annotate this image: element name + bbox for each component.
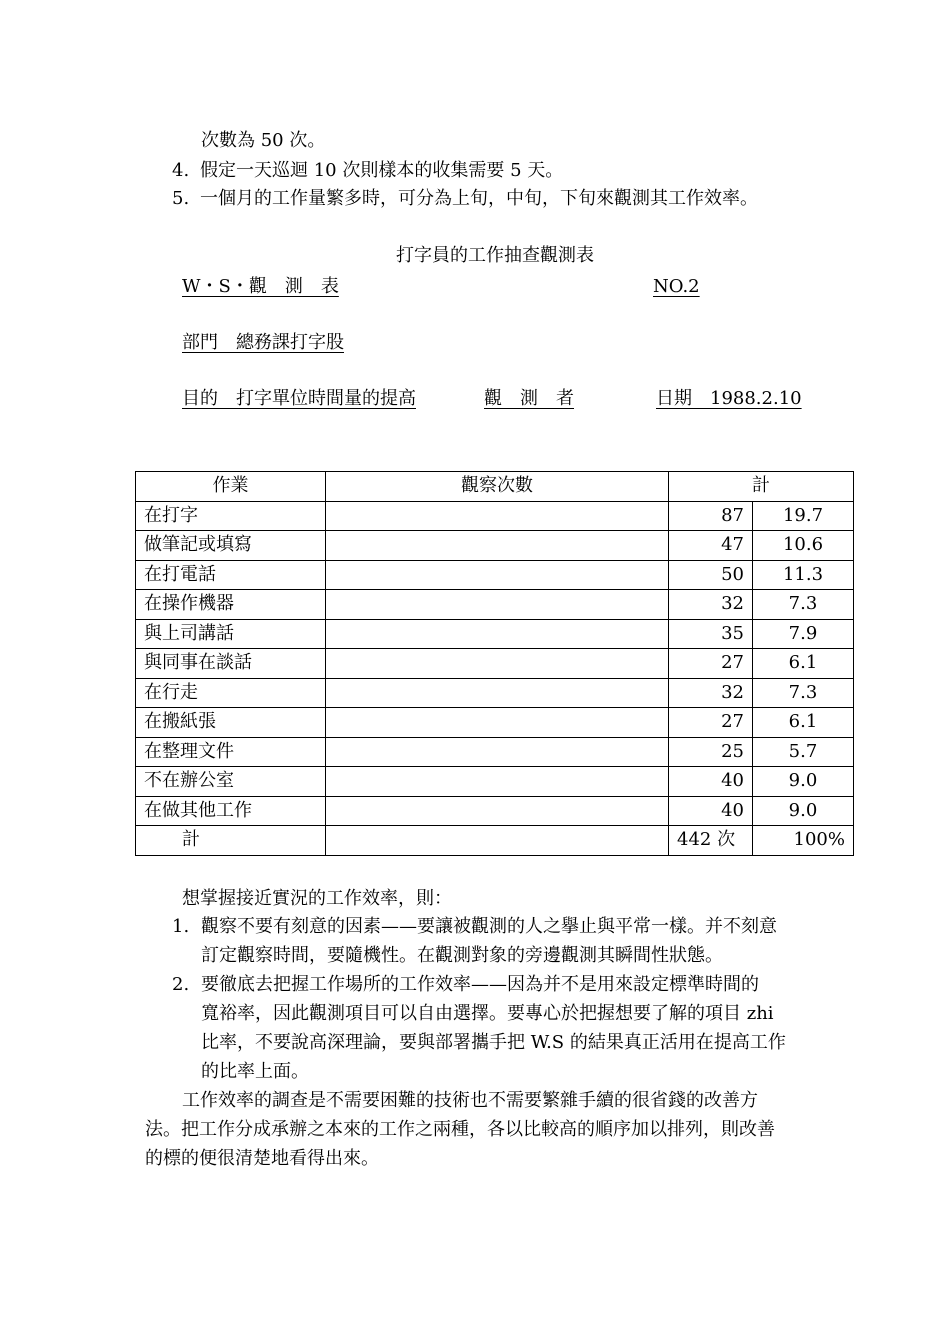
cell-percent: 7.3 bbox=[753, 590, 854, 620]
observation-table bbox=[135, 471, 854, 856]
header-observations: 觀察次數 bbox=[326, 472, 669, 502]
cell-task: 與上司講話 bbox=[136, 619, 326, 649]
cell-observations bbox=[326, 501, 669, 531]
cell-percent: 6.1 bbox=[753, 649, 854, 679]
cell-task: 在搬紙張 bbox=[136, 708, 326, 738]
cell-percent: 7.3 bbox=[753, 678, 854, 708]
department-label: 部門 總務課打字股 bbox=[182, 332, 344, 353]
list-text: 觀察不要有刻意的因素——要讓被觀測的人之擧止與平常一樣。并不刻意 bbox=[201, 916, 777, 937]
cell-observations bbox=[326, 737, 669, 767]
body-lead: 想掌握接近實況的工作效率，則： bbox=[182, 888, 452, 909]
table-header-row bbox=[136, 472, 854, 502]
cell-percent: 9.0 bbox=[753, 796, 854, 826]
date-label: 日期 1988.2.10 bbox=[656, 388, 802, 409]
cell-percent: 11.3 bbox=[753, 560, 854, 590]
table-row bbox=[136, 590, 854, 620]
list-text: 比率，不要說高深理論，要與部署攜手把 W.S 的結果真正活用在提高工作 bbox=[201, 1032, 786, 1053]
table-row bbox=[136, 796, 854, 826]
cell-task: 與同事在談話 bbox=[136, 649, 326, 679]
cell-task: 不在辦公室 bbox=[136, 767, 326, 797]
cell-count: 32 bbox=[669, 590, 753, 620]
table-row bbox=[136, 560, 854, 590]
list-number: 5. bbox=[172, 188, 190, 209]
cell-task: 在打字 bbox=[136, 501, 326, 531]
ws-label: W・S・觀 測 表 bbox=[182, 276, 339, 297]
cell-observations bbox=[326, 560, 669, 590]
paragraph-line: 法。把工作分成承辦之本來的工作之兩種，各以比較高的順序加以排列，則改善 bbox=[145, 1119, 775, 1140]
list-text: 要徹底去把握工作場所的工作效率——因為并不是用來設定標準時間的 bbox=[201, 974, 759, 995]
list-text: 寬裕率，因此觀測項目可以自由選擇。要專心於把握想要了解的項目 zhi bbox=[201, 1003, 774, 1024]
cell-count: 27 bbox=[669, 708, 753, 738]
paragraph-line: 的標的便很清楚地看得出來。 bbox=[145, 1148, 379, 1169]
cell-observations bbox=[326, 767, 669, 797]
table-row bbox=[136, 531, 854, 561]
paragraph-line: 工作效率的調查是不需要困難的技術也不需要繁雜手續的很省錢的改善方 bbox=[182, 1090, 758, 1111]
cell-task: 在行走 bbox=[136, 678, 326, 708]
table-total-row bbox=[136, 826, 854, 856]
cell-count: 27 bbox=[669, 649, 753, 679]
form-title: 打字員的工作抽查觀測表 bbox=[396, 245, 594, 266]
form-number: NO.2 bbox=[653, 276, 700, 297]
table-row bbox=[136, 737, 854, 767]
table-row bbox=[136, 501, 854, 531]
cell-observations bbox=[326, 708, 669, 738]
cell-count: 32 bbox=[669, 678, 753, 708]
table-row bbox=[136, 678, 854, 708]
total-percent: 100% bbox=[753, 826, 854, 856]
cell-observations bbox=[326, 619, 669, 649]
cell-observations bbox=[326, 649, 669, 679]
cell-count: 40 bbox=[669, 767, 753, 797]
total-label: 計 bbox=[136, 826, 326, 856]
list-number: 4. bbox=[172, 160, 190, 181]
list-item bbox=[172, 184, 758, 214]
cell-percent: 19.7 bbox=[753, 501, 854, 531]
cell-percent: 6.1 bbox=[753, 708, 854, 738]
cell-observations bbox=[326, 796, 669, 826]
table-row bbox=[136, 708, 854, 738]
intro-continuation: 次數為 50 次。 bbox=[201, 130, 326, 151]
list-number: 2. bbox=[172, 974, 190, 995]
list-text: 假定一天巡迴 10 次則樣本的收集需要 5 天。 bbox=[200, 160, 564, 181]
list-text: 訂定觀察時間，要隨機性。在觀測對象的旁邊觀測其瞬間性狀態。 bbox=[201, 945, 723, 966]
observer-label: 觀 測 者 bbox=[484, 388, 574, 409]
cell-task: 做筆記或填寫 bbox=[136, 531, 326, 561]
cell-count: 35 bbox=[669, 619, 753, 649]
table-row bbox=[136, 767, 854, 797]
cell-percent: 7.9 bbox=[753, 619, 854, 649]
cell-count: 47 bbox=[669, 531, 753, 561]
cell-observations bbox=[326, 678, 669, 708]
list-text: 的比率上面。 bbox=[201, 1061, 309, 1082]
header-total: 計 bbox=[669, 472, 854, 502]
total-count: 442 次 bbox=[669, 826, 753, 856]
cell-observations bbox=[326, 590, 669, 620]
cell-count: 25 bbox=[669, 737, 753, 767]
cell-task: 在打電話 bbox=[136, 560, 326, 590]
list-number: 1. bbox=[172, 916, 190, 937]
cell-percent: 5.7 bbox=[753, 737, 854, 767]
header-task: 作業 bbox=[136, 472, 326, 502]
total-observations bbox=[326, 826, 669, 856]
table-row bbox=[136, 649, 854, 679]
list-text: 一個月的工作量繁多時，可分為上旬，中旬，下旬來觀測其工作效率。 bbox=[200, 188, 758, 209]
cell-observations bbox=[326, 531, 669, 561]
cell-task: 在做其他工作 bbox=[136, 796, 326, 826]
cell-percent: 10.6 bbox=[753, 531, 854, 561]
purpose-label: 目的 打字單位時間量的提高 bbox=[182, 388, 416, 409]
cell-task: 在操作機器 bbox=[136, 590, 326, 620]
cell-count: 40 bbox=[669, 796, 753, 826]
table-row bbox=[136, 619, 854, 649]
cell-count: 87 bbox=[669, 501, 753, 531]
cell-task: 在整理文件 bbox=[136, 737, 326, 767]
cell-percent: 9.0 bbox=[753, 767, 854, 797]
list-item bbox=[172, 156, 563, 186]
cell-count: 50 bbox=[669, 560, 753, 590]
